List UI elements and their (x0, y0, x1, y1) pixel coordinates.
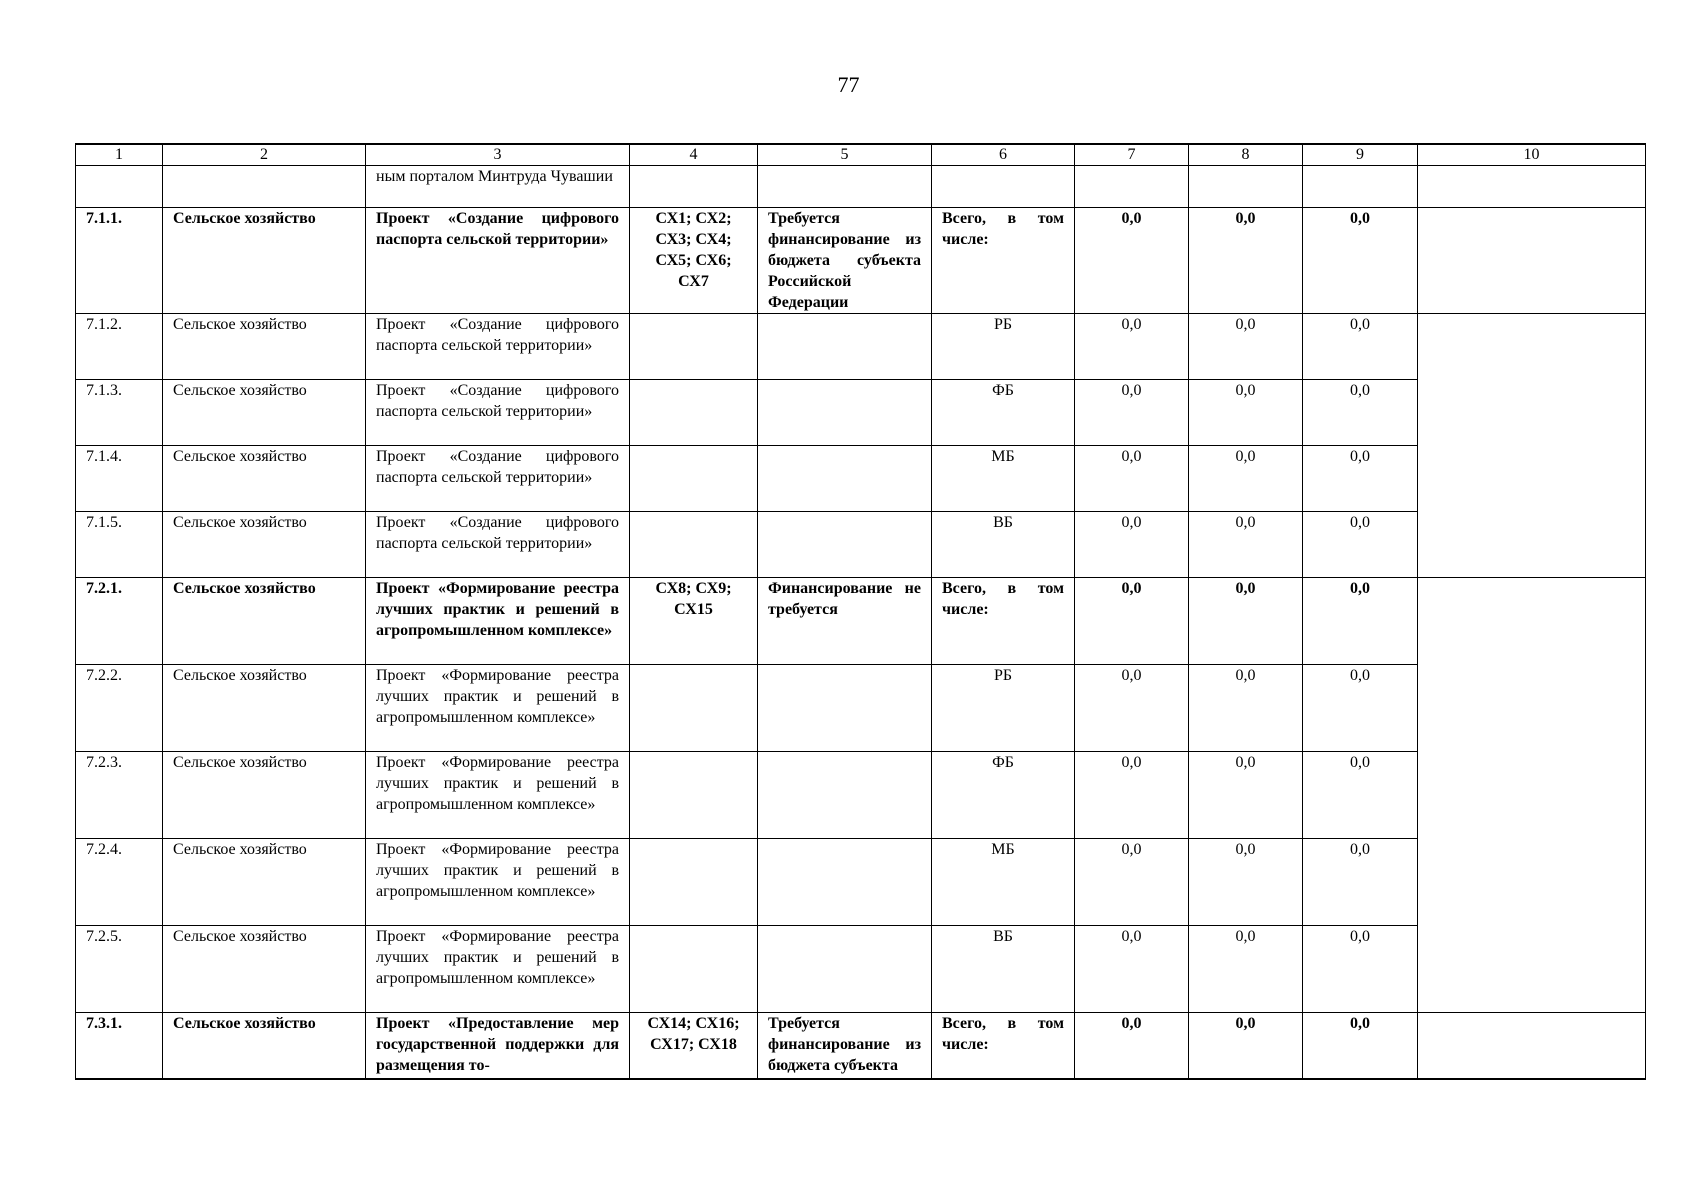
financing-cell: Требуется финансирование из бюджета субъекта Российской Федерации (758, 208, 932, 314)
row-code: 7.2.1. (76, 578, 163, 665)
value-col7: 0,0 (1075, 839, 1189, 926)
header-cell: 8 (1189, 144, 1303, 166)
sector-cell: Сельское хозяйство (163, 208, 366, 314)
financing-cell: Требуется финансирование из бюджета субъекта (758, 1013, 932, 1079)
source-cell: РБ (932, 665, 1075, 752)
row-code: 7.1.3. (76, 380, 163, 446)
project-cell: Проект «Формирование реестра лучших практик и решений в агропромышленном комплексе» (366, 839, 630, 926)
row-code: 7.1.5. (76, 512, 163, 578)
value-col8: 0,0 (1189, 446, 1303, 512)
value-col8: 0,0 (1189, 752, 1303, 839)
value-col8: 0,0 (1189, 839, 1303, 926)
source-cell: ФБ (932, 752, 1075, 839)
sector-cell: Сельское хозяйство (163, 839, 366, 926)
sector-cell: Сельское хозяйство (163, 1013, 366, 1079)
source-cell: ВБ (932, 512, 1075, 578)
row-code: 7.1.2. (76, 314, 163, 380)
project-cell: Проект «Создание цифрового паспорта сельской территории» (366, 380, 630, 446)
col10-cell (1418, 208, 1646, 314)
budget-table (75, 143, 1646, 1080)
indicators-cell: СХ8; СХ9; СХ15 (630, 578, 758, 665)
value-col7: 0,0 (1075, 314, 1189, 380)
col10-cell (1418, 1013, 1646, 1079)
project-cell: Проект «Предоставление мер государственной поддержки для размещения то- (366, 1013, 630, 1079)
source-cell: МБ (932, 839, 1075, 926)
row-code: 7.1.4. (76, 446, 163, 512)
row-code: 7.2.3. (76, 752, 163, 839)
header-cell: 6 (932, 144, 1075, 166)
project-cell: Проект «Формирование реестра лучших практик и решений в агропромышленном комплексе» (366, 752, 630, 839)
project-cell: Проект «Формирование реестра лучших практик и решений в агропромышленном комплексе» (366, 665, 630, 752)
value-col7: 0,0 (1075, 380, 1189, 446)
value-col7: 0,0 (1075, 512, 1189, 578)
value-col8: 0,0 (1189, 380, 1303, 446)
value-col7: 0,0 (1075, 665, 1189, 752)
value-col9: 0,0 (1303, 1013, 1418, 1079)
table-row (76, 578, 1646, 665)
value-col7: 0,0 (1075, 926, 1189, 1013)
sector-cell: Сельское хозяйство (163, 665, 366, 752)
value-col9: 0,0 (1303, 512, 1418, 578)
value-col9: 0,0 (1303, 380, 1418, 446)
col10-merged-cell (1418, 314, 1646, 578)
value-col9: 0,0 (1303, 208, 1418, 314)
value-col7: 0,0 (1075, 446, 1189, 512)
header-cell: 9 (1303, 144, 1418, 166)
source-cell: РБ (932, 314, 1075, 380)
project-cell: Проект «Создание цифрового паспорта сельской территории» (366, 446, 630, 512)
table-row (76, 752, 1646, 839)
source-cell: Всего, в том числе: (932, 578, 1075, 665)
sector-cell: Сельское хозяйство (163, 926, 366, 1013)
project-cell: Проект «Создание цифрового паспорта сельской территории» (366, 314, 630, 380)
financing-cell: Финансирование не требуется (758, 578, 932, 665)
table-row (76, 839, 1646, 926)
row-code: 7.2.4. (76, 839, 163, 926)
source-cell: ФБ (932, 380, 1075, 446)
header-row (76, 144, 1646, 166)
table-row (76, 926, 1646, 1013)
indicators-cell: СХ1; СХ2; СХ3; СХ4; СХ5; СХ6; СХ7 (630, 208, 758, 314)
sector-cell: Сельское хозяйство (163, 512, 366, 578)
col10-merged-cell (1418, 578, 1646, 1013)
sector-cell: Сельское хозяйство (163, 752, 366, 839)
source-cell: МБ (932, 446, 1075, 512)
project-cell: Проект «Создание цифрового паспорта сельской территории» (366, 512, 630, 578)
row-code: 7.3.1. (76, 1013, 163, 1079)
value-col9: 0,0 (1303, 926, 1418, 1013)
table-row (76, 1013, 1646, 1079)
header-cell: 7 (1075, 144, 1189, 166)
header-cell: 3 (366, 144, 630, 166)
value-col8: 0,0 (1189, 578, 1303, 665)
source-cell: Всего, в том числе: (932, 208, 1075, 314)
value-col8: 0,0 (1189, 208, 1303, 314)
indicators-cell: СХ14; СХ16; СХ17; СХ18 (630, 1013, 758, 1079)
table-row (76, 314, 1646, 380)
value-col7: 0,0 (1075, 752, 1189, 839)
value-col8: 0,0 (1189, 512, 1303, 578)
project-cell: Проект «Формирование реестра лучших практик и решений в агропромышленном комплексе» (366, 578, 630, 665)
row-code: 7.2.5. (76, 926, 163, 1013)
table-row (76, 208, 1646, 314)
header-cell: 1 (76, 144, 163, 166)
value-col8: 0,0 (1189, 1013, 1303, 1079)
header-cell: 4 (630, 144, 758, 166)
table-row (76, 665, 1646, 752)
table-row (76, 512, 1646, 578)
sector-cell: Сельское хозяйство (163, 578, 366, 665)
value-col7: 0,0 (1075, 1013, 1189, 1079)
header-cell: 5 (758, 144, 932, 166)
value-col9: 0,0 (1303, 839, 1418, 926)
value-col9: 0,0 (1303, 314, 1418, 380)
source-cell: ВБ (932, 926, 1075, 1013)
value-col9: 0,0 (1303, 578, 1418, 665)
project-cell: ным порталом Минтруда Чувашии (366, 166, 630, 208)
value-col9: 0,0 (1303, 752, 1418, 839)
project-cell: Проект «Формирование реестра лучших практик и решений в агропромышленном комплексе» (366, 926, 630, 1013)
row-code: 7.2.2. (76, 665, 163, 752)
value-col8: 0,0 (1189, 665, 1303, 752)
value-col9: 0,0 (1303, 665, 1418, 752)
header-cell: 10 (1418, 144, 1646, 166)
value-col7: 0,0 (1075, 578, 1189, 665)
row-code: 7.1.1. (76, 208, 163, 314)
sector-cell: Сельское хозяйство (163, 380, 366, 446)
value-col9: 0,0 (1303, 446, 1418, 512)
value-col8: 0,0 (1189, 926, 1303, 1013)
page-number: 77 (837, 72, 860, 97)
table-row (76, 446, 1646, 512)
table-row (76, 380, 1646, 446)
sector-cell: Сельское хозяйство (163, 314, 366, 380)
source-cell: Всего, в том числе: (932, 1013, 1075, 1079)
header-cell: 2 (163, 144, 366, 166)
continuation-row (76, 166, 1646, 208)
sector-cell: Сельское хозяйство (163, 446, 366, 512)
value-col8: 0,0 (1189, 314, 1303, 380)
project-cell: Проект «Создание цифрового паспорта сельской территории» (366, 208, 630, 314)
value-col7: 0,0 (1075, 208, 1189, 314)
